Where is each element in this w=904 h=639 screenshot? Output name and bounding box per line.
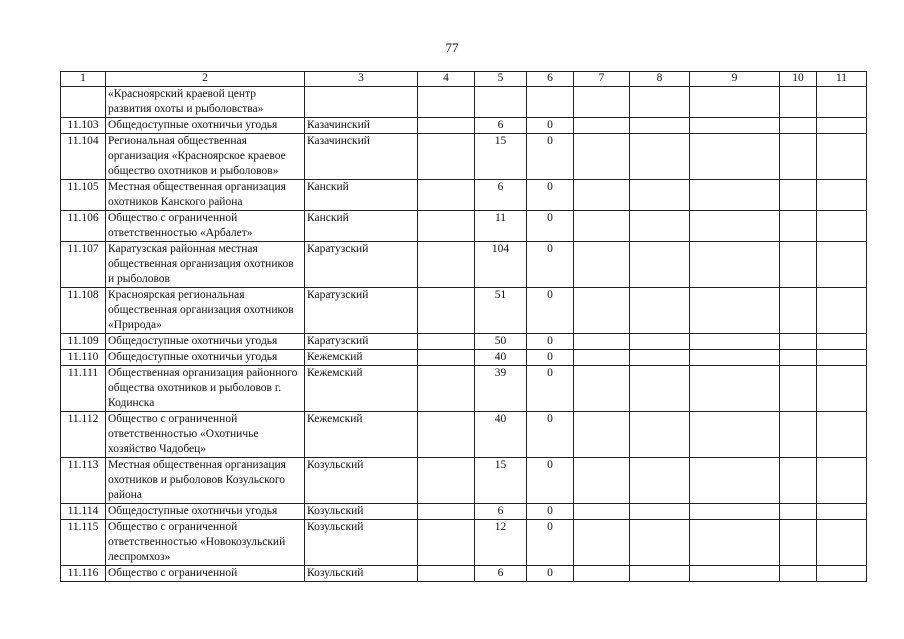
column-7-cell [574,350,630,366]
district-cell: Каратузский [305,242,418,288]
table-row [61,180,867,211]
row-number-cell: 11.110 [61,350,106,366]
column-5-cell [475,87,527,118]
column-10-cell [780,366,817,412]
column-11-cell [817,520,867,566]
column-5-cell: 104 [475,242,527,288]
column-6-cell: 0 [527,242,574,288]
district-cell: Каратузский [305,334,418,350]
table-row [61,412,867,458]
column-6-cell: 0 [527,412,574,458]
column-7-cell [574,504,630,520]
column-10-cell [780,242,817,288]
table-row [61,350,867,366]
column-11-cell [817,334,867,350]
column-8-cell [630,458,690,504]
column-8-cell [630,366,690,412]
column-5-cell: 51 [475,288,527,334]
column-9-cell [690,366,780,412]
organization-name-cell: Региональная общественная организация «Красноярское краевое общество охотников и рыболовов» [106,134,305,180]
column-10-cell [780,458,817,504]
column-9-cell [690,211,780,242]
district-cell: Канский [305,180,418,211]
column-9-cell [690,350,780,366]
organization-name-cell: Общедоступные охотничьи угодья [106,118,305,134]
column-10-cell [780,87,817,118]
organization-name-cell: Общество с ограниченной ответственностью «Охотничье хозяйство Чадобец» [106,412,305,458]
column-8-cell [630,504,690,520]
organization-name-cell: Местная общественная организация охотников и рыболовов Козульского района [106,458,305,504]
district-cell: Казачинский [305,118,418,134]
column-10-cell [780,211,817,242]
district-cell [305,87,418,118]
column-6-cell: 0 [527,566,574,582]
row-number-cell: 11.111 [61,366,106,412]
organization-name-cell: Красноярская региональная общественная организация охотников «Природа» [106,288,305,334]
organization-name-cell: Общественная организация районного общества охотников и рыболовов г. Кодинска [106,366,305,412]
column-11-cell [817,458,867,504]
column-7-cell [574,242,630,288]
column-10-cell [780,118,817,134]
column-5-cell: 15 [475,134,527,180]
column-header-11: 11 [817,72,867,87]
column-8-cell [630,288,690,334]
column-9-cell [690,242,780,288]
row-number-cell: 11.113 [61,458,106,504]
column-9-cell [690,288,780,334]
column-11-cell [817,288,867,334]
column-4-cell [418,458,475,504]
column-6-cell: 0 [527,211,574,242]
column-9-cell [690,180,780,211]
column-7-cell [574,134,630,180]
column-5-cell: 15 [475,458,527,504]
column-4-cell [418,118,475,134]
column-7-cell [574,566,630,582]
column-7-cell [574,366,630,412]
column-4-cell [418,566,475,582]
column-4-cell [418,180,475,211]
column-11-cell [817,180,867,211]
column-6-cell: 0 [527,458,574,504]
column-6-cell: 0 [527,134,574,180]
column-5-cell: 40 [475,350,527,366]
column-7-cell [574,180,630,211]
column-5-cell: 50 [475,334,527,350]
district-cell: Козульский [305,520,418,566]
organization-name-cell: «Красноярский краевой центр развития охоты и рыболовства» [106,87,305,118]
column-8-cell [630,412,690,458]
district-cell: Козульский [305,458,418,504]
table-row [61,520,867,566]
column-11-cell [817,366,867,412]
column-8-cell [630,87,690,118]
column-10-cell [780,350,817,366]
column-6-cell: 0 [527,118,574,134]
column-7-cell [574,334,630,350]
column-5-cell: 6 [475,118,527,134]
column-4-cell [418,520,475,566]
row-number-cell: 11.116 [61,566,106,582]
column-header-2: 2 [106,72,305,87]
column-9-cell [690,520,780,566]
column-11-cell [817,350,867,366]
organization-name-cell: Каратузская районная местная общественная организация охотников и рыболовов [106,242,305,288]
row-number-cell: 11.107 [61,242,106,288]
district-cell: Казачинский [305,134,418,180]
column-header-4: 4 [418,72,475,87]
column-8-cell [630,211,690,242]
organization-name-cell: Общество с ограниченной ответственностью «Арбалет» [106,211,305,242]
table-row [61,118,867,134]
row-number-cell: 11.112 [61,412,106,458]
column-8-cell [630,350,690,366]
row-number-cell: 11.106 [61,211,106,242]
column-4-cell [418,211,475,242]
table-row [61,211,867,242]
organization-name-cell: Местная общественная организация охотников Канского района [106,180,305,211]
column-4-cell [418,288,475,334]
column-8-cell [630,242,690,288]
table-row [61,134,867,180]
column-header-8: 8 [630,72,690,87]
column-11-cell [817,504,867,520]
table-body [61,72,867,582]
column-10-cell [780,134,817,180]
column-7-cell [574,87,630,118]
column-4-cell [418,242,475,288]
column-header-10: 10 [780,72,817,87]
column-header-9: 9 [690,72,780,87]
column-8-cell [630,334,690,350]
row-number-cell: 11.105 [61,180,106,211]
column-5-cell: 12 [475,520,527,566]
column-6-cell [527,87,574,118]
table-row [61,504,867,520]
row-number-cell [61,87,106,118]
column-5-cell: 39 [475,366,527,412]
column-9-cell [690,458,780,504]
district-cell: Кежемский [305,350,418,366]
column-9-cell [690,118,780,134]
column-4-cell [418,366,475,412]
column-7-cell [574,412,630,458]
table-row [61,288,867,334]
column-11-cell [817,566,867,582]
district-cell: Канский [305,211,418,242]
column-5-cell: 40 [475,412,527,458]
column-6-cell: 0 [527,520,574,566]
column-9-cell [690,334,780,350]
column-9-cell [690,134,780,180]
table-row [61,334,867,350]
row-number-cell: 11.109 [61,334,106,350]
column-10-cell [780,334,817,350]
column-8-cell [630,118,690,134]
hunting-grounds-table [60,71,867,582]
column-11-cell [817,118,867,134]
column-header-3: 3 [305,72,418,87]
table-header-row [61,72,867,87]
column-header-7: 7 [574,72,630,87]
table-row [61,366,867,412]
organization-name-cell: Общедоступные охотничьи угодья [106,334,305,350]
organization-name-cell: Общедоступные охотничьи угодья [106,350,305,366]
column-6-cell: 0 [527,288,574,334]
column-9-cell [690,412,780,458]
organization-name-cell: Общедоступные охотничьи угодья [106,504,305,520]
column-9-cell [690,504,780,520]
column-10-cell [780,288,817,334]
row-number-cell: 11.108 [61,288,106,334]
column-6-cell: 0 [527,180,574,211]
column-5-cell: 11 [475,211,527,242]
column-8-cell [630,134,690,180]
column-10-cell [780,504,817,520]
column-5-cell: 6 [475,566,527,582]
column-header-1: 1 [61,72,106,87]
column-header-5: 5 [475,72,527,87]
page-number: 77 [445,40,459,55]
row-number-cell: 11.114 [61,504,106,520]
column-4-cell [418,412,475,458]
table-row [61,458,867,504]
row-number-cell: 11.104 [61,134,106,180]
district-cell: Козульский [305,566,418,582]
table-row [61,242,867,288]
district-cell: Кежемский [305,366,418,412]
organization-name-cell: Общество с ограниченной ответственностью «Новокозульский леспромхоз» [106,520,305,566]
row-number-cell: 11.115 [61,520,106,566]
column-10-cell [780,180,817,211]
organization-name-cell: Общество с ограниченной [106,566,305,582]
row-number-cell: 11.103 [61,118,106,134]
column-11-cell [817,211,867,242]
column-6-cell: 0 [527,504,574,520]
column-6-cell: 0 [527,334,574,350]
column-8-cell [630,520,690,566]
column-6-cell: 0 [527,350,574,366]
column-7-cell [574,520,630,566]
column-4-cell [418,87,475,118]
column-10-cell [780,566,817,582]
column-8-cell [630,566,690,582]
table-row [61,87,867,118]
column-7-cell [574,211,630,242]
district-cell: Каратузский [305,288,418,334]
column-7-cell [574,288,630,334]
column-11-cell [817,242,867,288]
column-7-cell [574,458,630,504]
column-header-6: 6 [527,72,574,87]
column-9-cell [690,566,780,582]
column-4-cell [418,504,475,520]
column-6-cell: 0 [527,366,574,412]
column-5-cell: 6 [475,504,527,520]
column-10-cell [780,520,817,566]
column-4-cell [418,350,475,366]
column-8-cell [630,180,690,211]
column-4-cell [418,334,475,350]
table-row [61,566,867,582]
column-10-cell [780,412,817,458]
district-cell: Кежемский [305,412,418,458]
district-cell: Козульский [305,504,418,520]
column-11-cell [817,412,867,458]
column-9-cell [690,87,780,118]
column-11-cell [817,87,867,118]
column-4-cell [418,134,475,180]
column-7-cell [574,118,630,134]
column-5-cell: 6 [475,180,527,211]
column-11-cell [817,134,867,180]
